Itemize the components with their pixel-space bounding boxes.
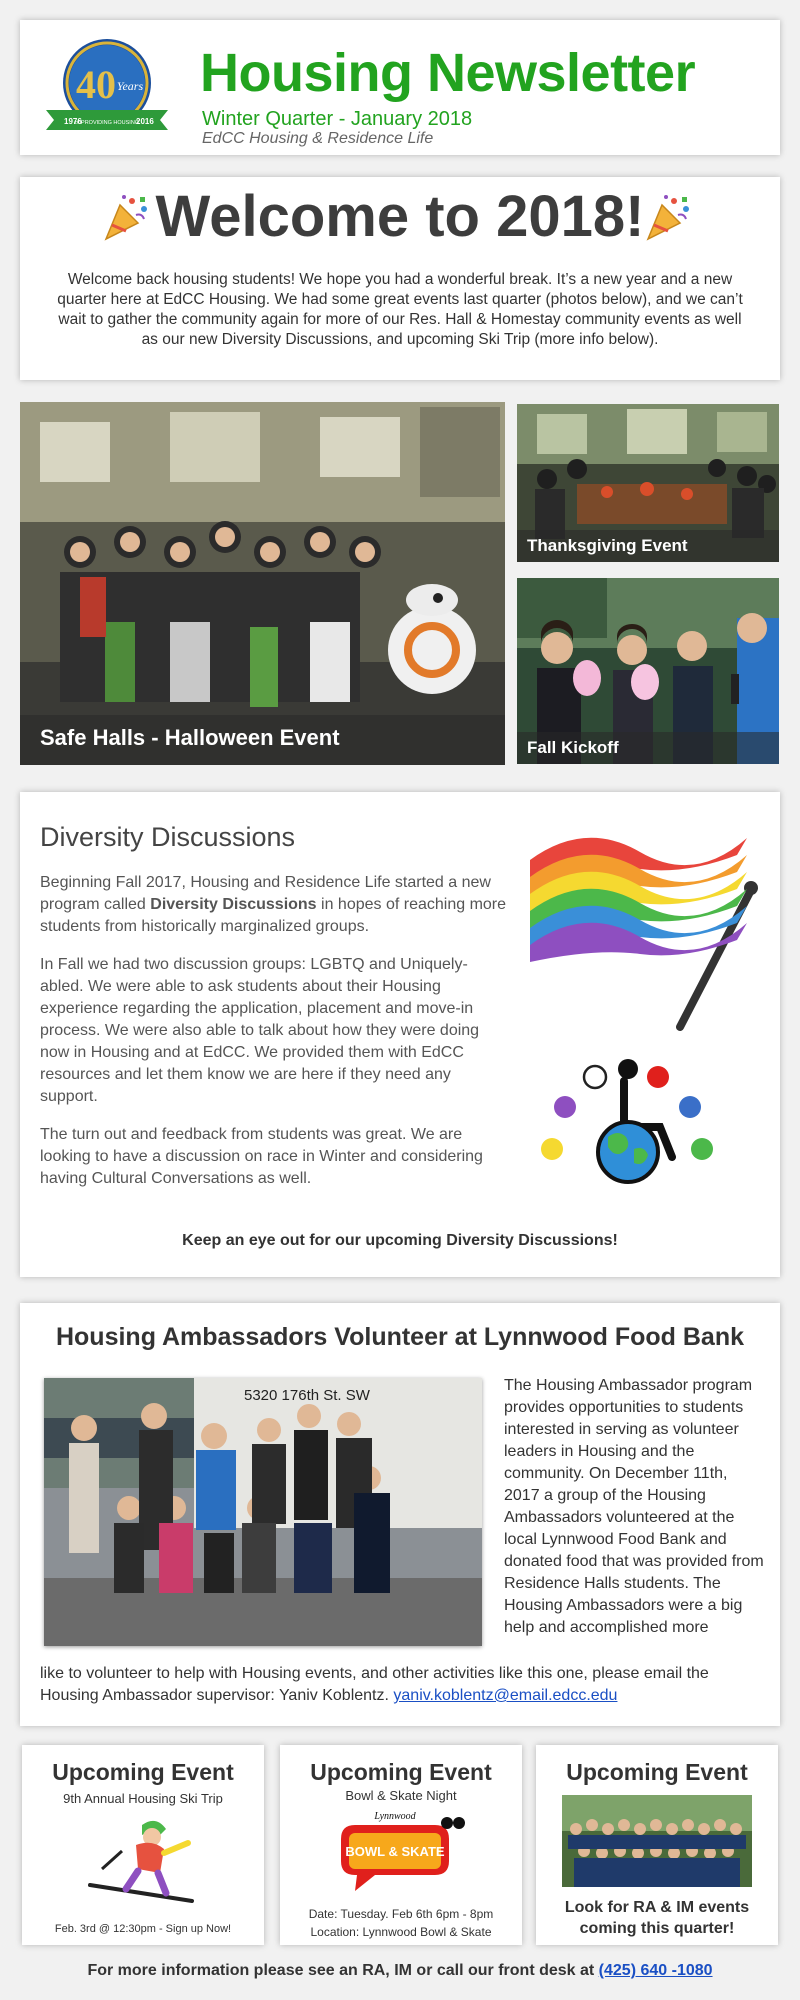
skier-icon [82,1815,202,1905]
event-card-bowl [280,1745,522,1945]
logo-year-left: 1976 [64,117,82,126]
phone-link[interactable]: (425) 640 -1080 [598,1962,713,1979]
event-date: Date: Tuesday. Feb 6th 6pm - 8pm [308,1907,494,1921]
email-link[interactable]: yaniv.koblentz@email.edcc.edu [393,1687,618,1704]
event-title: Upcoming Event [566,1759,748,1785]
event-location: Location: Lynnwood Bowl & Skate [310,1925,492,1939]
svg-text:Years: Years [116,79,144,93]
ambassadors-section [20,1303,780,1726]
accessibility-globe-icon [540,1057,720,1187]
event-subtitle: Bowl & Skate Night [345,1788,457,1803]
photo-caption: Safe Halls - Halloween Event [20,715,505,765]
food-bank-photo-image [44,1378,482,1646]
event-subtitle: 9th Annual Housing Ski Trip [63,1791,223,1806]
diversity-footer: Keep an eye out for our upcoming Diversity Discussions! [182,1232,618,1249]
diversity-section [20,792,780,1277]
footer-text: For more information please see an RA, IM or call our front desk at [87,1962,599,1979]
bowl-sign-main: BOWL & SKATE [345,1844,445,1859]
thanksgiving-photo [517,404,779,562]
bowl-sign-top: Lynnwood [374,1811,416,1822]
logo-year-right: 2016 [136,117,154,126]
ambassadors-text: The Housing Ambassador program provides opportunities to students interested in serving as volunteer leaders in Housing and the community. On December 11th, 2017 a group of the Housing Ambassadors volunteered at the local Lynnwood Food Bank and donated food that was provided from Residence Halls students. The Housing Ambassadors were a big help and accomplished more [504,1377,764,1636]
diversity-title: Diversity Discussions [40,822,296,852]
photo-sign-text: 5320 176th St. SW [244,1387,370,1404]
logo-banner: of PROVIDING HOUSING [74,120,140,126]
event-title: Upcoming Event [310,1759,492,1785]
event-card-ra-im [536,1745,778,1945]
event-detail: Look for RA & IM events coming this quarter! [564,1899,750,1937]
ambassadors-contact-text: like to volunteer to help with Housing events, and other activities like this one, please email the Housing Ambassador supervisor: Yaniv Koblentz. [40,1665,709,1704]
welcome-body: Welcome back housing students! We hope you had a wonderful break. It’s a new year and a new quarter here at EdCC Housing. We had some great events last quarter (photos below), and we can’t wait to gather the community again for more of our Res. Hall & Homestay community events as well as our new Diversity Discussions, and upcoming Ski Trip (more info below). [57,271,743,348]
newsletter-subtitle: Winter Quarter - January 2018 [202,108,473,130]
fall-kickoff-photo [517,578,779,764]
bowl-skate-logo [335,1809,470,1894]
newsletter-org: EdCC Housing & Residence Life [202,130,434,147]
logo-number: 40 [76,62,116,107]
food-bank-photo [44,1378,482,1646]
40-years-logo [42,38,172,138]
newsletter-title: Housing Newsletter [200,43,696,103]
halloween-photo [20,402,505,765]
diversity-p1-text-end: in hopes of reaching more students from historically marginalized groups. [40,896,507,935]
diversity-paragraph-1 [40,872,510,938]
welcome-title: Welcome to 2018! [155,184,645,249]
event-title: Upcoming Event [52,1759,234,1785]
diversity-paragraph-3: The turn out and feedback from students was great. We are looking to have a discussion on race in Winter and considering having Cultural Conversations as well. [40,1126,483,1187]
event-card-ski [22,1745,264,1945]
halloween-photo-image [20,402,505,765]
diversity-p1-bold: Diversity Discussions [150,896,317,913]
rainbow-flag-icon [525,812,770,1032]
diversity-body [40,872,510,1206]
diversity-paragraph-2: In Fall we had two discussion groups: LGBTQ and Uniquely-abled. We were able to ask students about their Housing experience regarding the application, placement and move-in process. We were also able to talk about how they were doing now in Housing and at EdCC. We provided them with EdCC resources and let them know we are here if they need any support. [40,956,480,1105]
newsletter-header [20,20,780,155]
page-footer [0,1962,800,1980]
welcome-section [20,177,780,380]
ra-im-group-photo [562,1795,752,1887]
photo-caption: Thanksgiving Event [517,530,779,562]
diversity-p1-text: Beginning Fall 2017, Housing and Residence Life started a new program called [40,874,491,913]
photo-caption: Fall Kickoff [517,732,779,764]
event-detail: Feb. 3rd @ 12:30pm - Sign up Now! [54,1923,232,1935]
ambassadors-title: Housing Ambassadors Volunteer at Lynnwood Food Bank [55,1323,744,1351]
ambassadors-contact [40,1663,765,1707]
